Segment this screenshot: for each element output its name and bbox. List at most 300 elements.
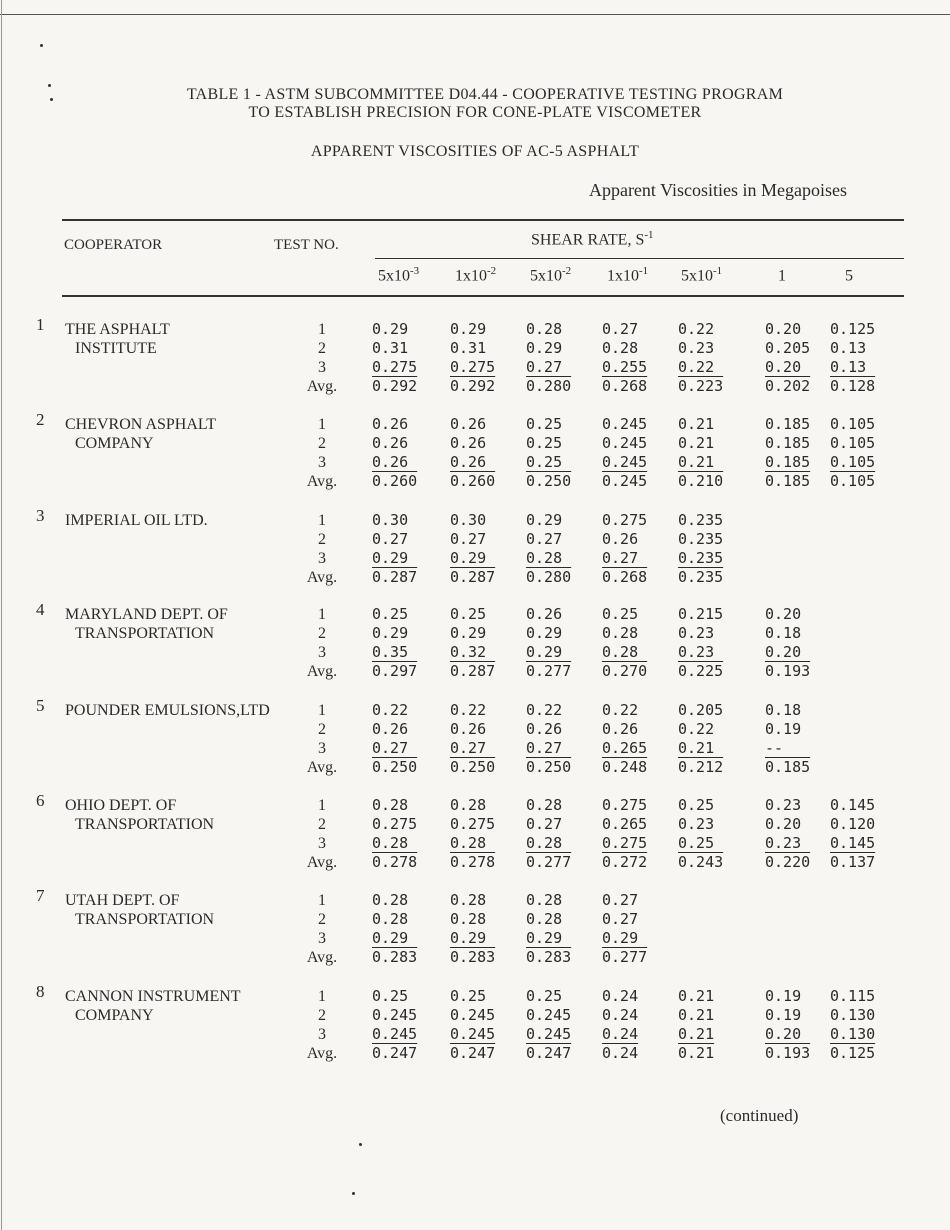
scan-speck	[50, 98, 53, 101]
viscosity-value: 0.28	[450, 910, 487, 928]
cooperator-name	[65, 320, 170, 358]
viscosity-value: 0.22	[678, 358, 715, 376]
test-number: 2	[318, 1007, 326, 1024]
average-value: 0.280	[526, 568, 572, 586]
viscosity-value: 0.25	[526, 434, 563, 452]
rate-base: 1x10	[455, 267, 487, 285]
viscosity-value: 0.27	[602, 910, 639, 928]
rate-base: 1x10	[607, 267, 639, 285]
viscosity-value: 0.22	[372, 701, 409, 719]
viscosity-value: 0.29	[450, 624, 487, 642]
viscosity-value: 0.32	[450, 643, 487, 661]
average-value: 0.277	[526, 662, 572, 680]
viscosity-value: 0.22	[678, 320, 715, 338]
average-value: 0.105	[830, 472, 876, 490]
average-value: 0.277	[602, 948, 648, 966]
average-value: 0.225	[678, 662, 724, 680]
rate-base: 5	[845, 267, 853, 285]
viscosity-value: 0.28	[450, 796, 487, 814]
test-number: 2	[318, 531, 326, 548]
average-value: 0.268	[602, 377, 648, 395]
avg-label: Avg.	[306, 569, 338, 586]
viscosity-value: 0.125	[830, 320, 876, 338]
viscosity-value: 0.29	[526, 511, 563, 529]
cooperator-name	[65, 796, 214, 834]
average-value: 0.250	[526, 472, 572, 490]
average-value: 0.247	[372, 1044, 418, 1062]
cooperator-number: 3	[36, 506, 45, 525]
viscosity-value: 0.31	[450, 339, 487, 357]
avg-label: Avg.	[306, 378, 338, 395]
test-number: 3	[318, 835, 326, 852]
average-value: 0.287	[450, 568, 496, 586]
viscosity-value: 0.27	[372, 530, 409, 548]
cooperator-block	[0, 886, 950, 971]
viscosity-value: 0.275	[372, 815, 418, 833]
test-number: 1	[318, 606, 326, 623]
cooperator-number: 1	[36, 315, 45, 334]
viscosity-value: 0.27	[602, 549, 639, 567]
viscosity-value: 0.28	[526, 891, 563, 909]
continued-note: (continued)	[720, 1106, 799, 1125]
viscosity-value: 0.21	[678, 1006, 715, 1024]
average-value: 0.278	[372, 853, 418, 871]
shear-rate-column-header	[530, 265, 571, 285]
viscosity-value: 0.27	[526, 530, 563, 548]
average-value: 0.292	[372, 377, 418, 395]
viscosity-value: 0.245	[450, 1025, 496, 1043]
cooperator-number: 2	[36, 410, 45, 429]
viscosity-value: 0.265	[602, 739, 648, 757]
test-number: 3	[318, 550, 326, 567]
average-value: 0.292	[450, 377, 496, 395]
viscosity-value: 0.23	[678, 339, 715, 357]
viscosity-value: 0.235	[678, 530, 724, 548]
scan-speck	[48, 84, 51, 87]
viscosity-value: 0.29	[450, 549, 487, 567]
cooperator-name	[65, 605, 228, 643]
viscosity-value: 0.18	[765, 701, 802, 719]
viscosity-value: 0.18	[765, 624, 802, 642]
average-value: 0.250	[526, 758, 572, 776]
viscosity-value: 0.29	[372, 929, 409, 947]
viscosity-value: 0.23	[678, 643, 715, 661]
scan-speck	[40, 44, 43, 47]
rate-base: 5x10	[530, 267, 562, 285]
viscosity-value: 0.26	[372, 720, 409, 738]
viscosity-value: 0.130	[830, 1006, 876, 1024]
table-title-line-2: TO ESTABLISH PRECISION FOR CONE-PLATE VISCOMETER	[248, 104, 702, 121]
viscosity-value: 0.105	[830, 415, 876, 433]
viscosity-value: 0.245	[526, 1025, 572, 1043]
average-value: 0.287	[450, 662, 496, 680]
viscosity-value: 0.29	[526, 929, 563, 947]
viscosity-value: 0.27	[602, 320, 639, 338]
viscosity-value: 0.28	[372, 891, 409, 909]
average-value: 0.287	[372, 568, 418, 586]
viscosity-value: 0.28	[372, 834, 409, 852]
average-value: 0.24	[602, 1044, 639, 1062]
viscosity-value: 0.26	[450, 434, 487, 452]
viscosity-value: 0.22	[450, 701, 487, 719]
test-number: 2	[318, 816, 326, 833]
viscosity-value: 0.20	[765, 815, 802, 833]
viscosity-value: 0.255	[602, 358, 648, 376]
viscosity-value: 0.21	[678, 453, 715, 471]
cooperator-block	[0, 506, 950, 591]
average-value: 0.250	[450, 758, 496, 776]
shear-rate-header	[531, 229, 654, 249]
viscosity-value: 0.28	[372, 796, 409, 814]
viscosity-value: 0.105	[830, 453, 876, 471]
test-number: 1	[318, 797, 326, 814]
average-value: 0.268	[602, 568, 648, 586]
average-value: 0.297	[372, 662, 418, 680]
viscosity-value: 0.205	[765, 339, 811, 357]
shear-rate-column-header	[455, 265, 496, 285]
average-value: 0.283	[450, 948, 496, 966]
viscosity-value: 0.25	[526, 415, 563, 433]
viscosity-value: 0.245	[602, 434, 648, 452]
viscosity-value: 0.28	[526, 796, 563, 814]
shear-rate-column-header	[681, 265, 722, 285]
test-number: 1	[318, 512, 326, 529]
viscosity-value: 0.29	[450, 320, 487, 338]
cooperator-number: 7	[36, 886, 45, 905]
test-number: 3	[318, 454, 326, 471]
cooperator-block	[0, 982, 950, 1067]
cooperator-name	[65, 987, 241, 1025]
viscosity-value: 0.19	[765, 987, 802, 1005]
cooperator-name-line-1: MARYLAND DEPT. OF	[65, 606, 228, 623]
viscosity-value: 0.24	[602, 987, 639, 1005]
viscosity-value: 0.29	[602, 929, 639, 947]
rate-base: 5x10	[378, 267, 410, 285]
viscosity-value: 0.26	[450, 415, 487, 433]
viscosity-value: 0.275	[450, 358, 496, 376]
viscosity-value: 0.27	[602, 891, 639, 909]
avg-label: Avg.	[306, 473, 338, 490]
rate-exponent: -3	[410, 265, 420, 277]
viscosity-value: 0.28	[602, 339, 639, 357]
cooperator-name	[65, 415, 216, 453]
viscosity-value: 0.20	[765, 358, 802, 376]
viscosity-value: 0.245	[602, 415, 648, 433]
cooperator-block	[0, 600, 950, 685]
viscosity-value: 0.245	[602, 453, 648, 471]
viscosity-value: 0.145	[830, 834, 876, 852]
viscosity-value: 0.275	[450, 815, 496, 833]
viscosity-value: 0.26	[602, 720, 639, 738]
viscosity-value: 0.26	[372, 415, 409, 433]
viscosity-value: 0.21	[678, 739, 715, 757]
viscosity-value: 0.19	[765, 1006, 802, 1024]
shear-rate-rule	[375, 258, 904, 259]
viscosity-value: 0.185	[765, 434, 811, 452]
viscosity-value: 0.22	[678, 720, 715, 738]
viscosity-value: 0.25	[450, 987, 487, 1005]
viscosity-value: 0.275	[372, 358, 418, 376]
average-value: 0.272	[602, 853, 648, 871]
viscosity-value: 0.245	[450, 1006, 496, 1024]
viscosity-value: 0.120	[830, 815, 876, 833]
viscosity-value: 0.29	[526, 624, 563, 642]
cooperator-name	[65, 511, 208, 530]
scan-speck	[359, 1143, 362, 1146]
viscosity-value: 0.245	[372, 1025, 418, 1043]
cooperator-block	[0, 791, 950, 876]
viscosity-value: 0.29	[372, 624, 409, 642]
cooperator-name-line-1: OHIO DEPT. OF	[65, 797, 177, 814]
test-number-column	[300, 605, 344, 681]
average-value: 0.212	[678, 758, 724, 776]
average-value: 0.193	[765, 662, 811, 680]
cooperator-block	[0, 315, 950, 400]
table-subtitle: APPARENT VISCOSITIES OF AC-5 ASPHALT	[310, 143, 640, 160]
viscosity-value: 0.24	[602, 1025, 639, 1043]
test-number-column	[300, 891, 344, 967]
viscosity-value: 0.185	[765, 415, 811, 433]
cooperator-block	[0, 410, 950, 495]
test-number-column	[300, 701, 344, 777]
viscosity-value: 0.27	[526, 739, 563, 757]
viscosity-value: 0.28	[372, 910, 409, 928]
viscosity-value: 0.145	[830, 796, 876, 814]
rate-base: 5x10	[681, 267, 713, 285]
viscosity-value: 0.19	[765, 720, 802, 738]
rate-exponent: -2	[562, 265, 572, 277]
test-number: 3	[318, 1026, 326, 1043]
viscosity-value: 0.26	[602, 530, 639, 548]
average-value: 0.280	[526, 377, 572, 395]
cooperator-number: 8	[36, 982, 45, 1001]
viscosity-value: 0.13	[830, 358, 867, 376]
viscosity-value: 0.115	[830, 987, 876, 1005]
shear-rate-column-header	[607, 265, 648, 285]
viscosity-value: 0.26	[526, 605, 563, 623]
viscosity-value: 0.25	[450, 605, 487, 623]
test-number: 1	[318, 702, 326, 719]
average-value: 0.250	[372, 758, 418, 776]
viscosity-value: 0.20	[765, 1025, 802, 1043]
rate-exponent: -1	[639, 265, 649, 277]
header-bottom-rule	[62, 295, 904, 297]
test-number: 1	[318, 892, 326, 909]
viscosity-value: 0.215	[678, 605, 724, 623]
viscosity-value: 0.28	[526, 549, 563, 567]
viscosity-value: 0.265	[602, 815, 648, 833]
viscosity-value: 0.27	[372, 739, 409, 757]
viscosity-value: 0.13	[830, 339, 867, 357]
rate-exponent: -1	[713, 265, 723, 277]
viscosity-value: 0.235	[678, 511, 724, 529]
viscosity-value: 0.21	[678, 415, 715, 433]
average-value: 0.283	[372, 948, 418, 966]
viscosity-value: 0.20	[765, 643, 802, 661]
viscosity-value: 0.28	[602, 624, 639, 642]
cooperator-number: 4	[36, 600, 45, 619]
rate-exponent: -2	[487, 265, 497, 277]
viscosity-value: 0.25	[602, 605, 639, 623]
viscosity-value: 0.23	[678, 624, 715, 642]
test-number-column	[300, 796, 344, 872]
table-title-line-1: TABLE 1 - ASTM SUBCOMMITTEE D04.44 - COOPERATIVE TESTING PROGRAM	[186, 86, 784, 103]
cooperator-number: 6	[36, 791, 45, 810]
avg-label: Avg.	[306, 663, 338, 680]
viscosity-value: 0.25	[526, 453, 563, 471]
viscosity-value: 0.20	[765, 605, 802, 623]
viscosity-value: 0.30	[450, 511, 487, 529]
test-number: 2	[318, 435, 326, 452]
average-value: 0.220	[765, 853, 811, 871]
cooperator-name-line-1: UTAH DEPT. OF	[65, 892, 180, 909]
viscosity-value: 0.31	[372, 339, 409, 357]
cooperator-name-line-1: CHEVRON ASPHALT	[65, 416, 216, 433]
test-number-column	[300, 320, 344, 396]
average-value: 0.235	[678, 568, 724, 586]
viscosity-value: 0.25	[526, 987, 563, 1005]
viscosity-value: 0.26	[450, 453, 487, 471]
viscosity-value: 0.105	[830, 434, 876, 452]
viscosity-value: 0.29	[450, 929, 487, 947]
viscosity-value: 0.20	[765, 320, 802, 338]
viscosity-value: 0.235	[678, 549, 724, 567]
viscosity-value: 0.275	[602, 511, 648, 529]
shear-rate-column-header	[378, 265, 419, 285]
cooperator-name	[65, 701, 270, 720]
viscosity-value: 0.28	[450, 834, 487, 852]
average-value: 0.270	[602, 662, 648, 680]
average-value: 0.193	[765, 1044, 811, 1062]
test-no-header: TEST NO.	[274, 237, 339, 253]
average-value: 0.248	[602, 758, 648, 776]
viscosity-value: 0.25	[678, 796, 715, 814]
test-number: 2	[318, 721, 326, 738]
viscosity-value: 0.26	[450, 720, 487, 738]
avg-label: Avg.	[306, 854, 338, 871]
test-number: 3	[318, 740, 326, 757]
viscosity-value: --	[765, 739, 784, 757]
viscosity-value: 0.26	[372, 453, 409, 471]
viscosity-value: 0.26	[526, 720, 563, 738]
test-number-column	[300, 415, 344, 491]
viscosity-value: 0.24	[602, 1006, 639, 1024]
cooperator-name	[65, 891, 214, 929]
average-value: 0.245	[602, 472, 648, 490]
shear-rate-column-header	[778, 265, 786, 285]
test-number-column	[300, 987, 344, 1063]
table-top-rule	[62, 219, 904, 221]
viscosity-value: 0.28	[526, 910, 563, 928]
viscosity-value: 0.21	[678, 987, 715, 1005]
viscosity-value: 0.185	[765, 453, 811, 471]
test-number: 1	[318, 416, 326, 433]
shear-rate-column-header	[845, 265, 853, 285]
cooperator-number: 5	[36, 696, 45, 715]
viscosity-value: 0.25	[372, 605, 409, 623]
test-number: 1	[318, 321, 326, 338]
cooperator-name-line-2: COMPANY	[75, 435, 154, 452]
cooperator-name-line-2: TRANSPORTATION	[75, 911, 215, 928]
scan-speck	[352, 1192, 355, 1195]
viscosity-value: 0.23	[765, 796, 802, 814]
viscosity-value: 0.21	[678, 434, 715, 452]
average-value: 0.125	[830, 1044, 876, 1062]
average-value: 0.260	[372, 472, 418, 490]
viscosity-value: 0.28	[450, 891, 487, 909]
average-value: 0.243	[678, 853, 724, 871]
average-value: 0.210	[678, 472, 724, 490]
viscosity-value: 0.30	[372, 511, 409, 529]
viscosity-value: 0.29	[526, 339, 563, 357]
viscosity-value: 0.130	[830, 1025, 876, 1043]
cooperator-name-line-1: CANNON INSTRUMENT	[65, 988, 241, 1005]
average-value: 0.128	[830, 377, 876, 395]
rate-base: 1	[778, 267, 786, 285]
average-value: 0.247	[526, 1044, 572, 1062]
viscosity-value: 0.35	[372, 643, 409, 661]
test-number: 3	[318, 359, 326, 376]
average-value: 0.278	[450, 853, 496, 871]
avg-label: Avg.	[306, 949, 338, 966]
viscosity-value: 0.26	[372, 434, 409, 452]
viscosity-value: 0.22	[602, 701, 639, 719]
average-value: 0.21	[678, 1044, 715, 1062]
test-number-column	[300, 511, 344, 587]
test-number: 2	[318, 340, 326, 357]
viscosity-value: 0.25	[372, 987, 409, 1005]
viscosity-value: 0.28	[526, 834, 563, 852]
cooperator-name-line-2: TRANSPORTATION	[75, 816, 215, 833]
test-number: 1	[318, 988, 326, 1005]
viscosity-value: 0.245	[372, 1006, 418, 1024]
viscosity-value: 0.27	[450, 530, 487, 548]
viscosity-value: 0.29	[526, 643, 563, 661]
viscosity-value: 0.245	[526, 1006, 572, 1024]
viscosity-value: 0.275	[602, 834, 648, 852]
average-value: 0.185	[765, 758, 811, 776]
cooperator-block	[0, 696, 950, 781]
avg-label: Avg.	[306, 759, 338, 776]
viscosity-value: 0.205	[678, 701, 724, 719]
page-top-rule	[0, 14, 950, 15]
viscosity-value: 0.275	[602, 796, 648, 814]
units-label: Apparent Viscosities in Megapoises	[588, 180, 847, 200]
viscosity-value: 0.27	[526, 358, 563, 376]
viscosity-value: 0.29	[372, 320, 409, 338]
cooperator-name-line-2: INSTITUTE	[75, 340, 157, 357]
viscosity-value: 0.21	[678, 1025, 715, 1043]
shear-rate-exponent: -1	[644, 229, 654, 241]
average-value: 0.260	[450, 472, 496, 490]
average-value: 0.137	[830, 853, 876, 871]
viscosity-value: 0.23	[678, 815, 715, 833]
cooperator-name-line-1: IMPERIAL OIL LTD.	[65, 512, 208, 529]
viscosity-value: 0.27	[450, 739, 487, 757]
viscosity-value: 0.22	[526, 701, 563, 719]
viscosity-value: 0.28	[602, 643, 639, 661]
average-value: 0.283	[526, 948, 572, 966]
avg-label: Avg.	[306, 1045, 338, 1062]
viscosity-value: 0.23	[765, 834, 802, 852]
viscosity-value: 0.25	[678, 834, 715, 852]
average-value: 0.202	[765, 377, 811, 395]
shear-rate-label: SHEAR RATE, S	[531, 231, 645, 249]
cooperator-name-line-2: TRANSPORTATION	[75, 625, 215, 642]
average-value: 0.247	[450, 1044, 496, 1062]
test-number: 3	[318, 644, 326, 661]
test-number: 3	[318, 930, 326, 947]
